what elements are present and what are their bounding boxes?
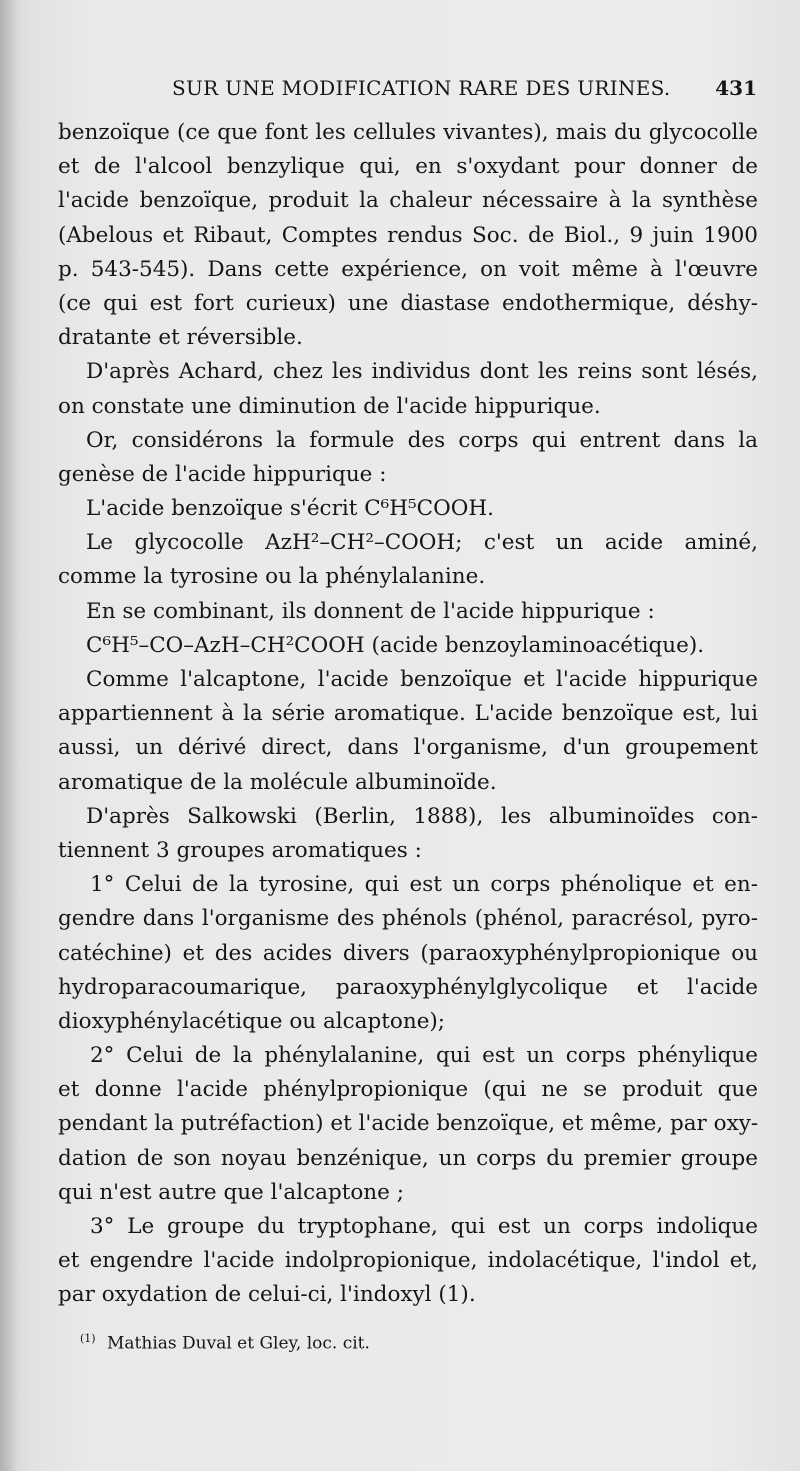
footnote xyxy=(80,1332,370,1354)
text-line: hydroparacoumarique, paraoxyphénylglycolique et l'acide xyxy=(58,974,758,1000)
text-line: pendant la putréfaction) et l'acide benzoïque, et même, par oxy- xyxy=(58,1111,759,1137)
text-line: par oxydation de celui-ci, l'indoxyl (1). xyxy=(58,1282,476,1308)
text-line: (ce qui est fort curieux) une diastase endothermique, déshy- xyxy=(58,290,758,316)
page-number: 431 xyxy=(715,76,757,100)
page-edge-shadow xyxy=(0,0,18,1471)
text-line: En se combinant, ils donnent de l'acide hippurique : xyxy=(86,598,655,624)
text-line: qui n'est autre que l'alcaptone ; xyxy=(58,1179,404,1205)
text-line: D'après Achard, chez les individus dont les reins sont lésés, xyxy=(86,359,758,385)
text-line: tiennent 3 groupes aromatiques : xyxy=(58,837,422,863)
text-line: 2° Celui de la phénylalanine, qui est un corps phénylique xyxy=(90,1043,758,1069)
text-line: aromatique de la molécule albuminoïde. xyxy=(58,769,497,795)
text-line: et donne l'acide phénylpropionique (qui ne se produit que xyxy=(58,1077,758,1103)
text-line: et engendre l'acide indolpropionique, indolacétique, l'indol et, xyxy=(58,1248,758,1274)
text-line: comme la tyrosine ou la phénylalanine. xyxy=(58,564,486,590)
text-line: aussi, un dérivé direct, dans l'organisme, d'un groupement xyxy=(58,735,758,761)
text-line: dioxyphénylacétique ou alcaptone); xyxy=(58,1008,446,1034)
text-line: p. 543-545). Dans cette expérience, on voit même à l'œuvre xyxy=(58,256,758,282)
text-line: on constate une diminution de l'acide hippurique. xyxy=(58,393,601,419)
text-line: dratante et réversible. xyxy=(58,325,303,351)
page-header xyxy=(172,76,757,106)
text-line: C⁶H⁵–CO–AzH–CH²COOH (acide benzoylaminoacétique). xyxy=(86,632,705,658)
text-line: L'acide benzoïque s'écrit C⁶H⁵COOH. xyxy=(86,496,494,522)
text-line: 1° Celui de la tyrosine, qui est un corps phénolique et en- xyxy=(90,872,758,898)
body-text xyxy=(58,116,758,1313)
text-line: l'acide benzoïque, produit la chaleur nécessaire à la synthèse xyxy=(58,188,758,214)
text-line: Or, considérons la formule des corps qui entrent dans la xyxy=(86,427,758,453)
text-line: genèse de l'acide hippurique : xyxy=(58,461,387,487)
text-line: (Abelous et Ribaut, Comptes rendus Soc. de Biol., 9 juin 1900 xyxy=(58,222,758,248)
footnote-text: Mathias Duval et Gley, loc. cit. xyxy=(107,1333,370,1354)
text-line: et de l'alcool benzylique qui, en s'oxydant pour donner de xyxy=(58,154,758,180)
text-line: appartiennent à la série aromatique. L'acide benzoïque est, lui xyxy=(58,701,758,727)
text-line: 3° Le groupe du tryptophane, qui est un corps indolique xyxy=(90,1214,758,1239)
text-line: Le glycocolle AzH²–CH²–COOH; c'est un acide aminé, xyxy=(86,530,758,556)
text-line: gendre dans l'organisme des phénols (phénol, paracrésol, pyro- xyxy=(58,906,758,932)
text-line: catéchine) et des acides divers (paraoxyphénylpropionique ou xyxy=(58,940,758,966)
text-line: benzoïque (ce que font les cellules vivantes), mais du glycocolle xyxy=(58,120,758,145)
footnote-mark: (1) xyxy=(80,1332,96,1345)
text-line: Comme l'alcaptone, l'acide benzoïque et l'acide hippurique xyxy=(86,667,758,692)
running-title: SUR UNE MODIFICATION RARE DES URINES. xyxy=(172,76,671,100)
text-line: D'après Salkowski (Berlin, 1888), les albuminoïdes con- xyxy=(86,803,758,829)
text-line: dation de son noyau benzénique, un corps du premier groupe xyxy=(58,1145,758,1171)
